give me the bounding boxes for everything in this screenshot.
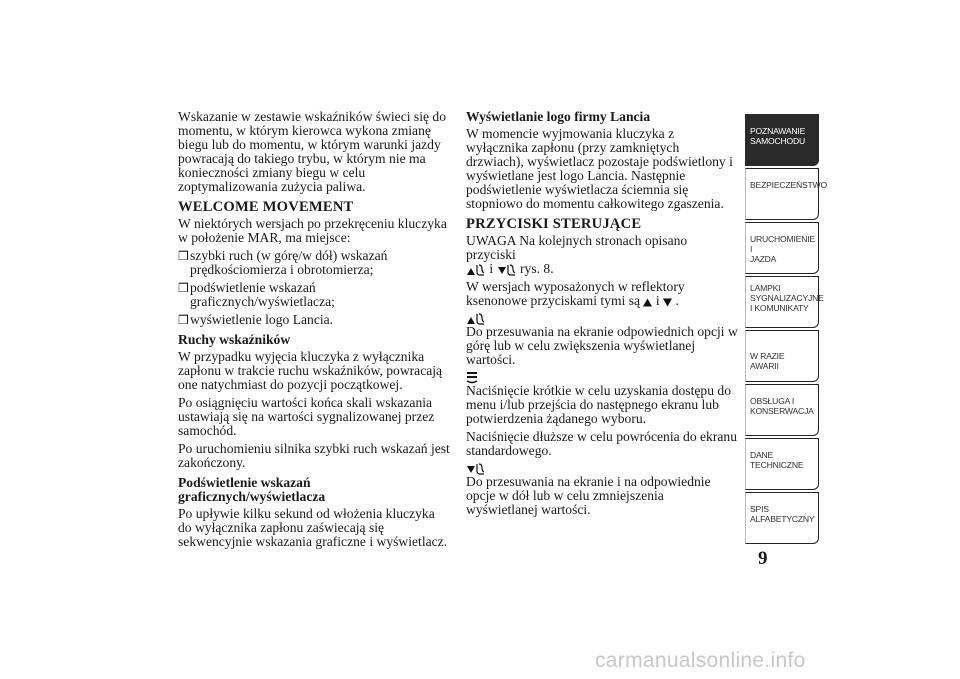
tab-label-line: I KOMUNIKATY	[750, 303, 809, 313]
tab-label-line: ALFABETYCZNY	[750, 514, 815, 524]
tab-label-line: JAZDA	[750, 254, 777, 264]
xenon-and: i	[655, 293, 660, 308]
chapter-sidebar	[745, 114, 827, 546]
bullet-text: wyświetlenie logo Lancia.	[190, 312, 334, 327]
tab-uruchomienie-i-jazda[interactable]	[745, 222, 819, 274]
welcome-intro: W niektórych wersjach po przekręceniu kluczyka w położenie MAR, ma miejsce:	[178, 216, 447, 245]
xenon-text: W wersjach wyposażonych w reflektory ksenonowe przyciskami tymi są	[466, 279, 685, 308]
tab-spis-alfabetyczny[interactable]	[745, 492, 819, 544]
tab-label-line: SPIS	[750, 504, 769, 514]
ruchy-heading: Ruchy wskaźników	[178, 332, 291, 347]
tab-label-line: BEZPIECZEŃSTWO	[750, 180, 827, 190]
ruchy-paragraph-2: Po osiągnięciu wartości końca skali wskazania ustawiają się na wartości sygnalizowanej przez samochód.	[178, 395, 435, 438]
set-paragraph-1: Naciśnięcie krótkie w celu uzyskania dostępu do menu i/lub przejścia do następnego ekranu lub potwierdzenia żądanego wyboru.	[466, 383, 731, 426]
uwaga-figure-ref: rys. 8.	[520, 261, 554, 276]
tab-label-line: W RAZIE AWARII	[750, 351, 785, 371]
xenon-paragraph	[466, 280, 738, 308]
button-down-icon	[497, 264, 517, 276]
bullet-item	[178, 249, 450, 277]
right-column	[466, 110, 738, 521]
logo-paragraph: W momencie wyjmowania kluczyka z wyłącznika zapłonu (przy zamkniętych drzwiach), wyświetlacz pozostaje podświetlony i wyświetlane jest logo Lancia. Następnie podświetlenie wyświetlacza ściemnia się stopniowo do momentu całkowitego zgaszenia.	[466, 126, 733, 211]
tab-label-line: DANE	[750, 450, 774, 460]
set-paragraph-2: Naciśnięcie dłuższe w celu powrócenia do ekranu standardowego.	[466, 429, 737, 458]
intro-paragraph: Wskazanie w zestawie wskaźników świeci się do momentu, w którym kierowca wykona zmianę biegu lub do momentu, w którym warunki jazdy powracają do takiego trybu, w którym nie ma konieczności zmiany biegu w celu zoptymalizowania zużycia paliwa.	[178, 109, 447, 194]
bullet-box-icon: ❒	[178, 313, 189, 327]
bullet-text: szybki ruch (w górę/w dół) wskazań prędkościomierza i obrotomierza;	[190, 248, 388, 277]
up-paragraph: Do przesuwania na ekranie odpowiednich opcji w górę lub w celu zwiększenia wyświetlanej wartości.	[466, 324, 738, 367]
logo-heading: Wyświetlanie logo firmy Lancia	[466, 109, 651, 124]
ruchy-paragraph-3: Po uruchomieniu silnika szybki ruch wskazań jest zakończony.	[178, 441, 450, 470]
tab-bezpieczenstwo[interactable]	[745, 168, 827, 220]
tab-obsluga-i-konserwacja[interactable]	[745, 384, 819, 436]
tab-label-line: SYGNALIZACYJNE	[750, 293, 824, 303]
tab-label-line: KONSERWACJA	[750, 406, 814, 416]
przyciski-heading: PRZYCISKI STERUJĄCE	[466, 216, 642, 232]
button-up-icon	[466, 264, 486, 276]
down-paragraph: Do przesuwania na ekranie i na odpowiednie opcje w dół lub w celu zmniejszenia wyświetlanej wartości.	[466, 474, 711, 517]
tab-label-line: POZNAWANIE	[750, 126, 806, 136]
tab-poznawanie-samochodu[interactable]	[745, 114, 819, 166]
xenon-period: .	[675, 293, 679, 308]
podswietlenie-paragraph: Po upływie kilku sekund od włożenia kluczyka do wyłącznika zapłonu zaświecają się sekwencyjnie wskazania graficzne i wyświetlacz.	[178, 506, 448, 549]
bullet-box-icon: ❒	[178, 249, 189, 263]
welcome-heading: WELCOME MOVEMENT	[178, 199, 354, 215]
bullet-box-icon: ❒	[178, 281, 189, 295]
page-number: 9	[758, 548, 768, 569]
uwaga-and: i	[489, 261, 494, 276]
tab-label-line: OBSŁUGA I	[750, 396, 795, 406]
triangle-down-icon	[663, 296, 672, 308]
triangle-up-icon	[643, 296, 652, 308]
podswietlenie-heading: Podświetlenie wskazań graficznych/wyświetlacza	[178, 475, 326, 504]
tab-label-line: TECHNICZNE	[750, 460, 804, 470]
tab-label-line: LAMPKI	[750, 283, 781, 293]
tab-dane-techniczne[interactable]	[745, 438, 819, 490]
bullet-text: podświetlenie wskazań graficznych/wyświetlacza;	[190, 280, 335, 309]
ruchy-paragraph-1: W przypadku wyjęcia kluczyka z wyłącznika zapłonu w trakcie ruchu wskaźników, powracają one natychmiast do pozycji początkowej.	[178, 349, 443, 392]
tab-label-line: SAMOCHODU	[750, 136, 806, 146]
bullet-item	[178, 281, 450, 309]
uwaga-text: UWAGA Na kolejnych stronach opisano przyciski	[466, 233, 688, 262]
tab-lampki-sygnalizacyjne[interactable]	[745, 276, 824, 328]
watermark: carmanualsonline.info	[595, 649, 806, 672]
uwaga-paragraph	[466, 234, 738, 276]
tab-w-razie-awarii[interactable]	[745, 330, 819, 382]
tab-label-line: URUCHOMIENIE I	[750, 234, 815, 254]
left-column	[178, 110, 450, 553]
bullet-item	[178, 313, 450, 327]
